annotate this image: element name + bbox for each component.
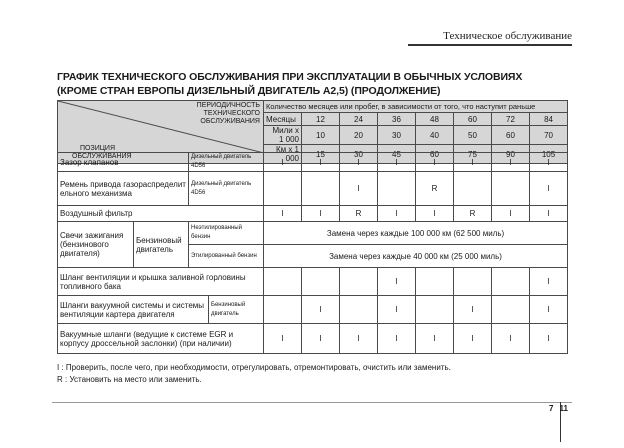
corner-top-label: ПЕРИОДИЧНОСТЬ [196, 102, 260, 109]
km-value: 75 [454, 145, 492, 164]
table-row [58, 206, 568, 222]
item-label: Зазор клапанов [58, 153, 189, 172]
cell-value [416, 268, 454, 296]
replacement-note: Замена через каждые 100 000 км (62 500 миль) [264, 222, 568, 245]
item-label: Шланг вентиляции и крышка заливной горловины топливного бака [58, 268, 264, 296]
cell-value: I [378, 153, 416, 172]
cell-value: I [302, 324, 340, 354]
cell-value: I [454, 324, 492, 354]
months-value: 48 [416, 113, 454, 126]
replacement-note: Замена через каждые 40 000 км (25 000 миль) [264, 245, 568, 268]
interval-header: Количество месяцев или пробег, в зависимости от того, что наступит раньше [264, 101, 568, 113]
km-value: 30 [340, 145, 378, 164]
table-row [58, 153, 568, 172]
cell-value: I [416, 324, 454, 354]
months-value: 24 [340, 113, 378, 126]
engine-type-label: Бензиновый двигатель [134, 222, 189, 268]
cell-value [492, 296, 530, 324]
cell-value: I [264, 153, 302, 172]
cell-value: I [530, 268, 568, 296]
cell-value: I [302, 206, 340, 222]
km-value: 60 [416, 145, 454, 164]
section-title: Техническое обслуживание [443, 30, 572, 42]
miles-value: 70 [530, 126, 568, 145]
item-sub-label: Дизельный двигатель 4D56 [189, 153, 264, 172]
cell-value [264, 172, 302, 206]
km-value: 15 [302, 145, 340, 164]
legend-inspect: I : Проверить, после чего, при необходимости, отрегулировать, отремонтировать, очистить или заменить. [57, 363, 451, 372]
cell-value: I [530, 206, 568, 222]
item-label: Ремень привода газораспределит ельного механизма [58, 172, 189, 206]
cell-value [264, 268, 302, 296]
months-value: 12 [302, 113, 340, 126]
miles-value: 20 [340, 126, 378, 145]
cell-value: I [340, 324, 378, 354]
miles-value: 50 [454, 126, 492, 145]
item-label: Шланги вакуумной системы и системы вентиляции картера двигателя [58, 296, 209, 324]
months-label: Месяцы [264, 113, 302, 126]
cell-value: I [454, 153, 492, 172]
cell-value: I [302, 153, 340, 172]
chapter-number: 7 [549, 404, 554, 413]
cell-value: I [378, 296, 416, 324]
cell-value: I [378, 324, 416, 354]
months-value: 84 [530, 113, 568, 126]
miles-value: 40 [416, 126, 454, 145]
miles-value: 30 [378, 126, 416, 145]
page-index: 11 [559, 404, 568, 413]
table-row [58, 172, 568, 206]
cell-value: R [454, 206, 492, 222]
cell-value: I [416, 206, 454, 222]
item-label: Свечи зажигания (бензинового двигателя) [58, 222, 134, 268]
cell-value: I [454, 296, 492, 324]
cell-value: I [530, 296, 568, 324]
km-value: 105 [530, 145, 568, 164]
cell-value: I [530, 324, 568, 354]
table-row [58, 222, 568, 245]
km-value: 45 [378, 145, 416, 164]
cell-value: I [264, 324, 302, 354]
cell-value [416, 296, 454, 324]
cell-value: I [340, 172, 378, 206]
cell-value [340, 296, 378, 324]
miles-value: 10 [302, 126, 340, 145]
cell-value [302, 268, 340, 296]
cell-value: I [378, 206, 416, 222]
table-row [58, 324, 568, 354]
cell-value [492, 172, 530, 206]
cell-value: I [492, 206, 530, 222]
footer-rule [52, 402, 572, 403]
corner-bottom-label-2: ОБСЛУЖИВАНИЯ [72, 153, 132, 160]
corner-mid-label-2: ОБСЛУЖИВАНИЯ [200, 118, 260, 125]
months-value: 36 [378, 113, 416, 126]
cell-value [302, 172, 340, 206]
item-sub-label: Бензиновый двигатель [209, 296, 264, 324]
cell-value: R [416, 172, 454, 206]
cell-value: I [264, 206, 302, 222]
miles-label: Мили х 1 000 [264, 126, 302, 145]
cell-value: I [416, 153, 454, 172]
months-value: 60 [454, 113, 492, 126]
cell-value [378, 172, 416, 206]
cell-value: I [530, 153, 568, 172]
table-row [58, 268, 568, 296]
table-row [58, 296, 568, 324]
cell-value: R [340, 206, 378, 222]
corner-mid-label-1: ТЕХНИЧЕСКОГО [203, 110, 260, 117]
miles-value: 60 [492, 126, 530, 145]
maintenance-items-table [57, 152, 568, 354]
cell-value [340, 268, 378, 296]
cell-value: I [340, 153, 378, 172]
months-value: 72 [492, 113, 530, 126]
item-sub-label: Дизельный двигатель 4D56 [189, 172, 264, 206]
title-line-2: (КРОМЕ СТРАН ЕВРОПЫ ДИЗЕЛЬНЫЙ ДВИГАТЕЛЬ А2,5) (ПРОДОЛЖЕНИЕ) [57, 85, 441, 97]
km-value: 90 [492, 145, 530, 164]
fuel-type-label: Этилированный бензин [189, 245, 264, 268]
legend [57, 362, 451, 386]
corner-bottom-label-1: ПОЗИЦИЯ [80, 145, 115, 152]
fuel-type-label: Неэтилированный бензин [189, 222, 264, 245]
cell-value [454, 172, 492, 206]
title-line-1: ГРАФИК ТЕХНИЧЕСКОГО ОБСЛУЖИВАНИЯ ПРИ ЭКСПЛУАТАЦИИ В ОБЫЧНЫХ УСЛОВИЯХ [57, 71, 523, 83]
cell-value: I [492, 324, 530, 354]
item-label: Воздушный фильтр [58, 206, 264, 222]
cell-value [492, 268, 530, 296]
header-rule [408, 44, 572, 46]
cell-value [264, 296, 302, 324]
cell-value: I [302, 296, 340, 324]
cell-value: I [492, 153, 530, 172]
item-label: Вакуумные шланги (ведущие к системе EGR и корпусу дроссельной заслонки) (при наличии) [58, 324, 264, 354]
km-label: Км х 1 000 [264, 145, 302, 164]
document-title [57, 70, 522, 98]
page-number [549, 404, 568, 413]
cell-value: I [530, 172, 568, 206]
cell-value: I [378, 268, 416, 296]
cell-value [454, 268, 492, 296]
legend-replace: R : Установить на место или заменить. [57, 375, 202, 384]
